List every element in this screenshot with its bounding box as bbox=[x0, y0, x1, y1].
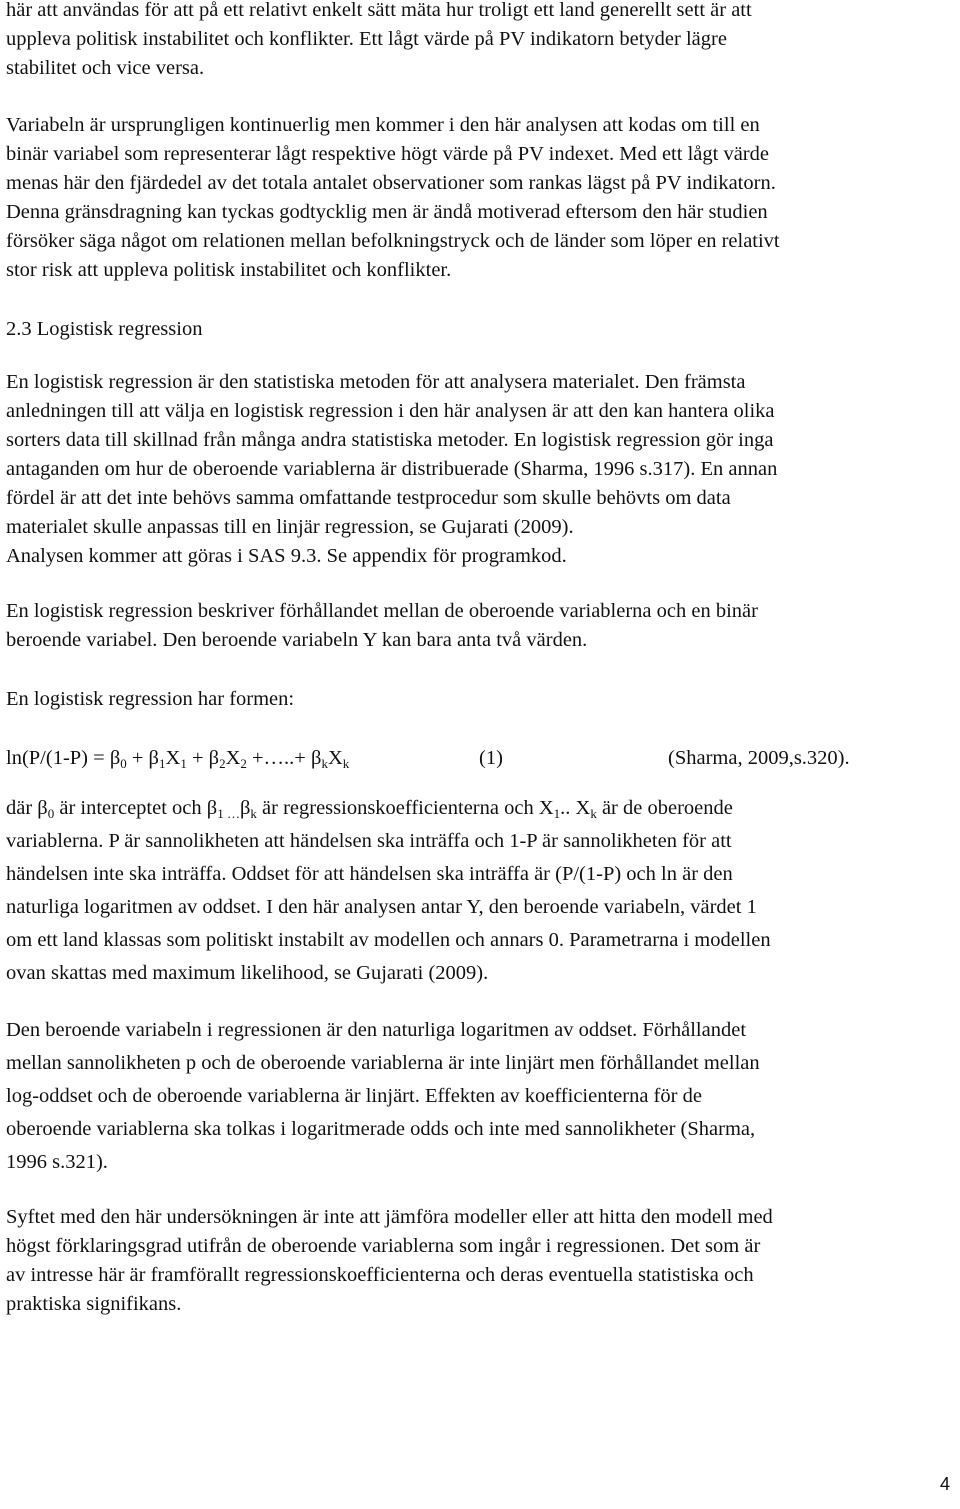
page-number: 4 bbox=[939, 1474, 950, 1494]
paragraph-intro-continuation bbox=[6, 0, 954, 83]
text-line: högst förklaringsgrad utifrån de oberoende variablerna som ingår i regressionen. Det som är bbox=[6, 1235, 761, 1257]
text-line: uppleva politisk instabilitet och konflikter. Ett lågt värde på PV indikatorn betyder lägre bbox=[6, 28, 727, 50]
text-line: här att användas för att på ett relativt enkelt sätt mäta hur troligt ett land generellt sett är att bbox=[6, 0, 752, 21]
text-line: Syftet med den här undersökningen är inte att jämföra modeller eller att hitta den modell med bbox=[6, 1206, 773, 1228]
text-line: En logistisk regression är den statistiska metoden för att analysera materialet. Den främsta bbox=[6, 371, 746, 393]
equation-reference: (Sharma, 2009,s.320). bbox=[668, 747, 850, 769]
section-heading: 2.3 Logistisk regression bbox=[6, 318, 203, 340]
paragraph-variable-coding bbox=[6, 111, 954, 285]
text-line: praktiska signifikans. bbox=[6, 1293, 182, 1315]
text-line: sorters data till skillnad från många andra statistiska metoder. En logistisk regression gör inga bbox=[6, 429, 774, 451]
text-line: om ett land klassas som politiskt instabilt av modellen och annars 0. Parametrarna i modellen bbox=[6, 929, 771, 951]
text-line: beroende variabel. Den beroende variabeln Y kan bara anta två värden. bbox=[6, 629, 588, 651]
text-line: antaganden om hur de oberoende variablerna är distribuerade (Sharma, 1996 s.317). En annan bbox=[6, 458, 778, 480]
text-line: log-oddset och de oberoende variablerna är linjärt. Effekten av koefficienterna för de bbox=[6, 1085, 702, 1107]
paragraph-form-label bbox=[6, 685, 954, 714]
text-line: menas här den fjärdedel av det totala antalet observationer som rankas lägst på PV indikatorn. bbox=[6, 172, 776, 194]
text-line: av intresse här är framförallt regressionskoefficienterna och deras eventuella statistiska och bbox=[6, 1264, 754, 1286]
text-line: binär variabel som representerar lågt respektive högt värde på PV indexet. Med ett lågt värde bbox=[6, 143, 769, 165]
text-line: naturliga logaritmen av oddset. I den här analysen antar Y, den beroende variabeln, värdet 1 bbox=[6, 896, 757, 918]
text-line: försöker säga något om relationen mellan befolkningstryck och de länder som löper en relativt bbox=[6, 230, 780, 252]
text-line: ovan skattas med maximum likelihood, se Gujarati (2009). bbox=[6, 962, 489, 984]
text-line: där $\beta_0$ är interceptet och $\beta_{1 \dots}\beta_k$ är regressionskoefficienterna och $X_1$.. $X_k$ är de oberoende bbox=[6, 797, 733, 821]
text-line: Denna gränsdragning kan tyckas godtycklig men är ändå motiverad eftersom den här studien bbox=[6, 201, 768, 223]
paragraph-dependent-variable bbox=[6, 1014, 954, 1179]
paragraph-logistic-intro bbox=[6, 368, 954, 571]
text-line: Den beroende variabeln i regressionen är den naturliga logaritmen av oddset. Förhållandet bbox=[6, 1019, 747, 1041]
text-line: variablerna. P är sannolikheten att händelsen ska inträffa och 1-P är sannolikheten för att bbox=[6, 830, 732, 852]
text-line: materialet skulle anpassas till en linjär regression, se Gujarati (2009). bbox=[6, 516, 574, 538]
text-line: anledningen till att välja en logistisk regression i den här analysen är att den kan hantera olika bbox=[6, 400, 775, 422]
text-line: En logistisk regression beskriver förhållandet mellan de oberoende variablerna och en binär bbox=[6, 600, 758, 622]
text-line: Analysen kommer att göras i SAS 9.3. Se appendix för programkod. bbox=[6, 545, 567, 567]
text-line: händelsen inte ska inträffa. Oddset för att händelsen ska inträffa är (P/(1-P) och ln är den bbox=[6, 863, 733, 885]
paragraph-logistic-describes bbox=[6, 597, 954, 655]
equation-number: (1) bbox=[479, 747, 503, 769]
text-line: Variabeln är ursprungligen kontinuerlig men kommer i den här analysen att kodas om till en bbox=[6, 114, 760, 136]
text-line: mellan sannolikheten p och de oberoende variablerna är inte linjärt men förhållandet mellan bbox=[6, 1052, 760, 1074]
text-line: oberoende variablerna ska tolkas i logaritmerade odds och inte med sannolikheter (Sharma, bbox=[6, 1118, 756, 1140]
text-line: 1996 s.321). bbox=[6, 1151, 108, 1173]
text-line: stabilitet och vice versa. bbox=[6, 57, 205, 79]
text-line: stor risk att uppleva politisk instabilitet och konflikter. bbox=[6, 259, 452, 281]
paragraph-where bbox=[6, 792, 954, 990]
text-line: En logistisk regression har formen: bbox=[6, 688, 295, 710]
equation-logistic-model bbox=[6, 743, 954, 773]
equation-expression: $\ln(P/(1-P) = \beta_0 + \beta_1X_1 + \beta_2X_2$ +…..+ $\beta_kX_k$ bbox=[6, 747, 350, 771]
text-line: fördel är att det inte behövs samma omfattande testprocedur som skulle behövts om data bbox=[6, 487, 731, 509]
paragraph-purpose bbox=[6, 1203, 954, 1319]
